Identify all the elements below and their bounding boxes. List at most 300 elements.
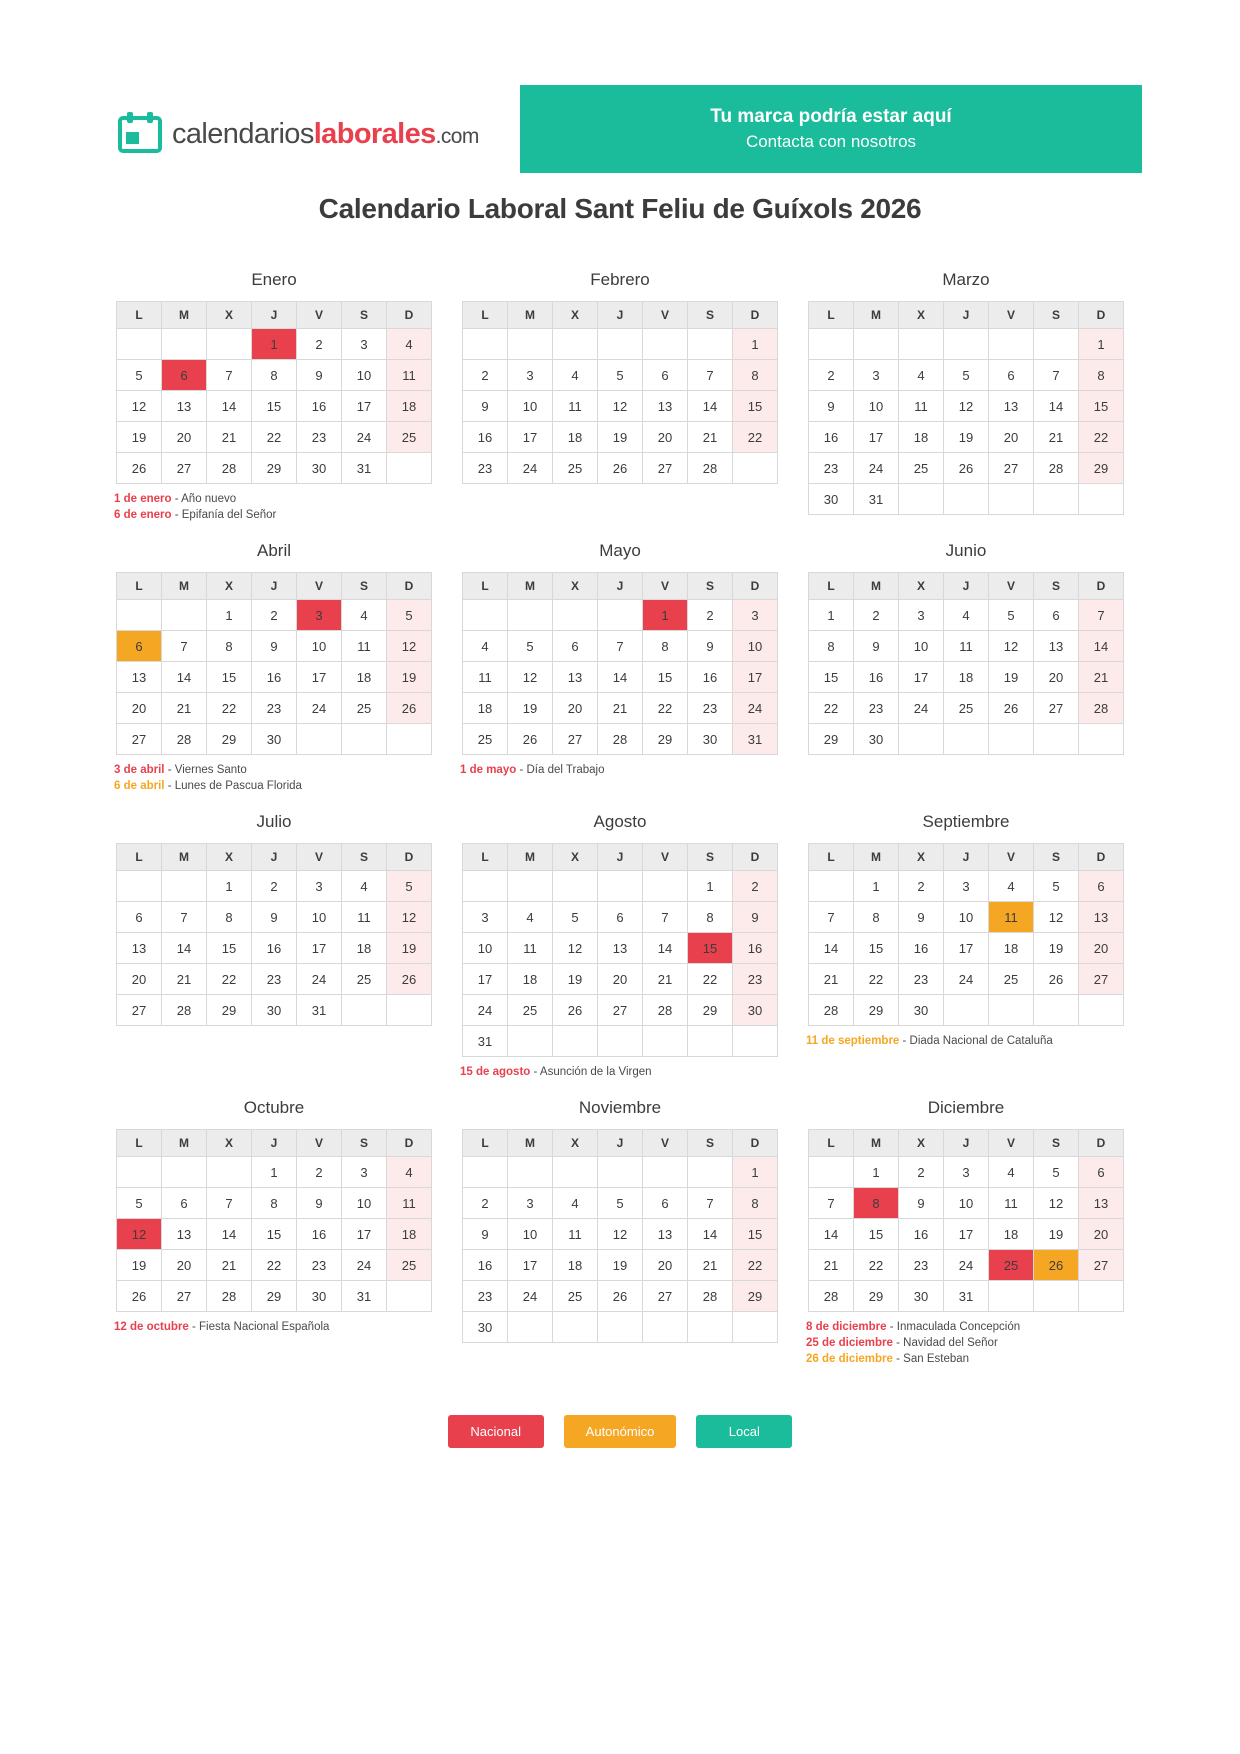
- day-cell: 22: [688, 964, 733, 995]
- month-table: [808, 301, 1124, 515]
- day-cell: 5: [598, 1188, 643, 1219]
- day-cell: 17: [297, 662, 342, 693]
- holiday-note-date: 6 de abril: [114, 780, 165, 792]
- day-cell: 16: [899, 933, 944, 964]
- weekday-S: S: [1034, 1130, 1079, 1157]
- holiday-note-date: 6 de enero: [114, 509, 172, 521]
- day-cell: 10: [342, 360, 387, 391]
- day-cell: 10: [508, 1219, 553, 1250]
- day-cell: 1: [1079, 329, 1124, 360]
- empty-cell: [342, 995, 387, 1026]
- day-cell: 11: [989, 902, 1034, 933]
- weekday-header-row: [117, 1130, 432, 1157]
- day-cell: 3: [854, 360, 899, 391]
- day-cell: 24: [342, 422, 387, 453]
- day-cell: 5: [1034, 871, 1079, 902]
- day-cell: 3: [508, 360, 553, 391]
- day-cell: 2: [809, 360, 854, 391]
- week-row: [463, 1312, 778, 1343]
- day-cell: 15: [207, 662, 252, 693]
- day-cell: 25: [899, 453, 944, 484]
- week-row: [809, 693, 1124, 724]
- weekday-header-row: [463, 573, 778, 600]
- weekday-X: X: [553, 1130, 598, 1157]
- week-row: [809, 422, 1124, 453]
- day-cell: 17: [297, 933, 342, 964]
- day-cell: 22: [733, 422, 778, 453]
- day-cell: 6: [162, 1188, 207, 1219]
- weekday-X: X: [207, 844, 252, 871]
- day-cell: 19: [387, 662, 432, 693]
- weekday-M: M: [162, 573, 207, 600]
- week-row: [809, 933, 1124, 964]
- day-cell: 26: [989, 693, 1034, 724]
- empty-cell: [643, 1026, 688, 1057]
- day-cell: 25: [989, 964, 1034, 995]
- day-cell: 13: [1034, 631, 1079, 662]
- day-cell: 16: [297, 391, 342, 422]
- empty-cell: [162, 600, 207, 631]
- week-row: [117, 360, 432, 391]
- day-cell: 22: [854, 1250, 899, 1281]
- empty-cell: [1034, 484, 1079, 515]
- empty-cell: [688, 1157, 733, 1188]
- empty-cell: [643, 1157, 688, 1188]
- weekday-header-row: [117, 573, 432, 600]
- empty-cell: [1079, 724, 1124, 755]
- weekday-D: D: [1079, 1130, 1124, 1157]
- empty-cell: [508, 600, 553, 631]
- day-cell: 8: [809, 631, 854, 662]
- day-cell: 16: [688, 662, 733, 693]
- empty-cell: [508, 1157, 553, 1188]
- empty-cell: [1034, 329, 1079, 360]
- day-cell: 2: [297, 1157, 342, 1188]
- day-cell: 27: [1034, 693, 1079, 724]
- day-cell: 16: [733, 933, 778, 964]
- week-row: [117, 1250, 432, 1281]
- weekday-J: J: [944, 302, 989, 329]
- day-cell: 26: [117, 1281, 162, 1312]
- day-cell: 20: [643, 1250, 688, 1281]
- day-cell: 24: [297, 964, 342, 995]
- empty-cell: [688, 329, 733, 360]
- weekday-X: X: [899, 1130, 944, 1157]
- day-cell: 18: [387, 391, 432, 422]
- page-title: Calendario Laboral Sant Feliu de Guíxols 2026: [318, 193, 922, 224]
- week-row: [809, 1157, 1124, 1188]
- day-cell: 23: [688, 693, 733, 724]
- day-cell: 31: [342, 453, 387, 484]
- weekday-S: S: [1034, 844, 1079, 871]
- day-cell: 25: [944, 693, 989, 724]
- day-cell: 16: [252, 933, 297, 964]
- empty-cell: [162, 1157, 207, 1188]
- day-cell: 13: [1079, 1188, 1124, 1219]
- day-cell: 4: [387, 1157, 432, 1188]
- day-cell: 19: [387, 933, 432, 964]
- day-cell: 14: [688, 1219, 733, 1250]
- legend-item-local[interactable]: Local: [696, 1415, 792, 1448]
- holiday-note-date: 11 de septiembre: [806, 1035, 900, 1047]
- calendar-icon: [118, 110, 162, 159]
- site-logo[interactable]: [0, 85, 520, 159]
- day-cell: 4: [508, 902, 553, 933]
- day-cell: 18: [463, 693, 508, 724]
- day-cell: 4: [944, 600, 989, 631]
- day-cell: 16: [297, 1219, 342, 1250]
- day-cell: 19: [117, 422, 162, 453]
- day-cell: 21: [809, 964, 854, 995]
- day-cell: 5: [387, 871, 432, 902]
- weekday-D: D: [387, 844, 432, 871]
- weekday-S: S: [688, 573, 733, 600]
- day-cell: 2: [899, 1157, 944, 1188]
- day-cell: 13: [117, 662, 162, 693]
- weekday-J: J: [944, 844, 989, 871]
- day-cell: 23: [297, 1250, 342, 1281]
- day-cell: 17: [508, 422, 553, 453]
- day-cell: 6: [553, 631, 598, 662]
- weekday-D: D: [1079, 573, 1124, 600]
- day-cell: 18: [387, 1219, 432, 1250]
- day-cell: 27: [989, 453, 1034, 484]
- weekday-M: M: [508, 573, 553, 600]
- day-cell: 29: [733, 1281, 778, 1312]
- day-cell: 7: [688, 1188, 733, 1219]
- day-cell: 31: [944, 1281, 989, 1312]
- day-cell: 8: [207, 902, 252, 933]
- week-row: [117, 453, 432, 484]
- weekday-D: D: [387, 1130, 432, 1157]
- day-cell: 5: [117, 360, 162, 391]
- empty-cell: [899, 329, 944, 360]
- weekday-L: L: [809, 302, 854, 329]
- day-cell: 28: [1079, 693, 1124, 724]
- weekday-M: M: [162, 844, 207, 871]
- day-cell: 15: [643, 662, 688, 693]
- weekday-V: V: [643, 573, 688, 600]
- empty-cell: [1079, 1281, 1124, 1312]
- empty-cell: [688, 1026, 733, 1057]
- day-cell: 27: [643, 1281, 688, 1312]
- empty-cell: [733, 1312, 778, 1343]
- day-cell: 4: [989, 1157, 1034, 1188]
- day-cell: 11: [944, 631, 989, 662]
- day-cell: 7: [809, 1188, 854, 1219]
- week-row: [463, 693, 778, 724]
- holiday-note: [460, 762, 782, 778]
- day-cell: 3: [297, 600, 342, 631]
- day-cell: 21: [688, 422, 733, 453]
- day-cell: 11: [553, 1219, 598, 1250]
- week-row: [463, 453, 778, 484]
- day-cell: 6: [1034, 600, 1079, 631]
- weekday-L: L: [463, 573, 508, 600]
- empty-cell: [387, 995, 432, 1026]
- weekday-S: S: [342, 844, 387, 871]
- day-cell: 8: [733, 360, 778, 391]
- weekday-J: J: [944, 1130, 989, 1157]
- week-row: [809, 995, 1124, 1026]
- day-cell: 26: [1034, 964, 1079, 995]
- day-cell: 2: [297, 329, 342, 360]
- day-cell: 17: [342, 1219, 387, 1250]
- day-cell: 12: [944, 391, 989, 422]
- month-table: [462, 572, 778, 755]
- weekday-L: L: [809, 844, 854, 871]
- day-cell: 29: [207, 995, 252, 1026]
- day-cell: 11: [899, 391, 944, 422]
- day-cell: 3: [342, 1157, 387, 1188]
- advertising-banner[interactable]: [520, 85, 1142, 173]
- empty-cell: [733, 453, 778, 484]
- day-cell: 26: [387, 964, 432, 995]
- day-cell: 4: [387, 329, 432, 360]
- day-cell: 30: [854, 724, 899, 755]
- week-row: [117, 422, 432, 453]
- day-cell: 18: [342, 933, 387, 964]
- day-cell: 10: [944, 1188, 989, 1219]
- day-cell: 16: [463, 422, 508, 453]
- week-row: [117, 1219, 432, 1250]
- month-table: [116, 843, 432, 1026]
- day-cell: 15: [733, 391, 778, 422]
- day-cell: 1: [643, 600, 688, 631]
- weekday-L: L: [809, 573, 854, 600]
- month-marzo: [804, 270, 1128, 541]
- day-cell: 30: [297, 1281, 342, 1312]
- day-cell: 8: [1079, 360, 1124, 391]
- day-cell: 22: [252, 1250, 297, 1281]
- day-cell: 4: [553, 360, 598, 391]
- day-cell: 10: [944, 902, 989, 933]
- day-cell: 12: [1034, 902, 1079, 933]
- logo-text: [172, 118, 479, 151]
- legend-item-autonómico[interactable]: Autonómico: [564, 1415, 677, 1448]
- day-cell: 24: [508, 453, 553, 484]
- day-cell: 25: [342, 964, 387, 995]
- day-cell: 22: [1079, 422, 1124, 453]
- day-cell: 5: [944, 360, 989, 391]
- day-cell: 20: [1079, 1219, 1124, 1250]
- holiday-note: [114, 762, 436, 778]
- day-cell: 24: [297, 693, 342, 724]
- day-cell: 3: [342, 329, 387, 360]
- day-cell: 27: [162, 1281, 207, 1312]
- weekday-S: S: [688, 1130, 733, 1157]
- weekday-V: V: [643, 302, 688, 329]
- day-cell: 26: [387, 693, 432, 724]
- holiday-note-date: 3 de abril: [114, 764, 165, 776]
- weekday-M: M: [854, 844, 899, 871]
- day-cell: 26: [1034, 1250, 1079, 1281]
- day-cell: 3: [899, 600, 944, 631]
- empty-cell: [809, 871, 854, 902]
- holiday-note-name: - Día del Trabajo: [519, 764, 605, 776]
- day-cell: 16: [854, 662, 899, 693]
- day-cell: 28: [207, 1281, 252, 1312]
- week-row: [117, 1188, 432, 1219]
- day-cell: 21: [1034, 422, 1079, 453]
- week-row: [463, 964, 778, 995]
- weekday-J: J: [598, 844, 643, 871]
- day-cell: 18: [899, 422, 944, 453]
- day-cell: 17: [508, 1250, 553, 1281]
- day-cell: 21: [688, 1250, 733, 1281]
- weekday-J: J: [252, 573, 297, 600]
- week-row: [463, 1250, 778, 1281]
- day-cell: 23: [463, 1281, 508, 1312]
- day-cell: 16: [809, 422, 854, 453]
- holiday-note-name: - Fiesta Nacional Española: [191, 1321, 330, 1333]
- day-cell: 21: [809, 1250, 854, 1281]
- day-cell: 14: [162, 662, 207, 693]
- day-cell: 5: [508, 631, 553, 662]
- week-row: [463, 360, 778, 391]
- empty-cell: [598, 1312, 643, 1343]
- month-table: [116, 572, 432, 755]
- day-cell: 26: [508, 724, 553, 755]
- empty-cell: [733, 1026, 778, 1057]
- day-cell: 29: [688, 995, 733, 1026]
- week-row: [117, 329, 432, 360]
- weekday-J: J: [944, 573, 989, 600]
- day-cell: 9: [688, 631, 733, 662]
- weekday-L: L: [463, 844, 508, 871]
- month-noviembre: [458, 1098, 782, 1385]
- day-cell: 26: [598, 453, 643, 484]
- day-cell: 6: [1079, 871, 1124, 902]
- day-cell: 23: [854, 693, 899, 724]
- day-cell: 14: [809, 933, 854, 964]
- day-cell: 18: [553, 1250, 598, 1281]
- weekday-S: S: [1034, 573, 1079, 600]
- month-name: Octubre: [243, 1098, 305, 1117]
- day-cell: 20: [117, 964, 162, 995]
- day-cell: 3: [463, 902, 508, 933]
- day-cell: 8: [688, 902, 733, 933]
- day-cell: 30: [733, 995, 778, 1026]
- day-cell: 24: [854, 453, 899, 484]
- empty-cell: [989, 995, 1034, 1026]
- weekday-S: S: [342, 573, 387, 600]
- day-cell: 30: [899, 995, 944, 1026]
- day-cell: 12: [117, 391, 162, 422]
- day-cell: 13: [989, 391, 1034, 422]
- day-cell: 31: [854, 484, 899, 515]
- day-cell: 15: [1079, 391, 1124, 422]
- day-cell: 6: [643, 1188, 688, 1219]
- empty-cell: [643, 1312, 688, 1343]
- day-cell: 6: [989, 360, 1034, 391]
- day-cell: 23: [252, 693, 297, 724]
- day-cell: 21: [207, 422, 252, 453]
- week-row: [463, 995, 778, 1026]
- day-cell: 9: [899, 1188, 944, 1219]
- empty-cell: [387, 1281, 432, 1312]
- day-cell: 30: [688, 724, 733, 755]
- day-cell: 24: [508, 1281, 553, 1312]
- weekday-X: X: [553, 844, 598, 871]
- weekday-X: X: [553, 302, 598, 329]
- day-cell: 12: [508, 662, 553, 693]
- day-cell: 1: [809, 600, 854, 631]
- day-cell: 31: [297, 995, 342, 1026]
- week-row: [809, 1188, 1124, 1219]
- holiday-note: [806, 1335, 1128, 1351]
- weekday-header-row: [809, 844, 1124, 871]
- day-cell: 23: [463, 453, 508, 484]
- banner-headline: Tu marca podría estar aquí: [710, 106, 952, 127]
- day-cell: 14: [688, 391, 733, 422]
- weekday-X: X: [207, 573, 252, 600]
- empty-cell: [989, 329, 1034, 360]
- page-header: [0, 0, 1240, 175]
- empty-cell: [207, 1157, 252, 1188]
- holiday-note-name: - Viernes Santo: [167, 764, 247, 776]
- day-cell: 27: [117, 995, 162, 1026]
- day-cell: 15: [688, 933, 733, 964]
- empty-cell: [944, 995, 989, 1026]
- day-cell: 30: [463, 1312, 508, 1343]
- weekday-L: L: [463, 1130, 508, 1157]
- months-grid: [0, 270, 1240, 1385]
- day-cell: 16: [463, 1250, 508, 1281]
- empty-cell: [553, 600, 598, 631]
- weekday-M: M: [508, 1130, 553, 1157]
- week-row: [809, 724, 1124, 755]
- day-cell: 20: [643, 422, 688, 453]
- month-name: Septiembre: [922, 812, 1010, 831]
- day-cell: 8: [207, 631, 252, 662]
- day-cell: 13: [162, 391, 207, 422]
- empty-cell: [944, 724, 989, 755]
- empty-cell: [989, 1281, 1034, 1312]
- day-cell: 18: [508, 964, 553, 995]
- day-cell: 25: [463, 724, 508, 755]
- day-cell: 13: [643, 391, 688, 422]
- day-cell: 11: [342, 902, 387, 933]
- day-cell: 28: [809, 1281, 854, 1312]
- day-cell: 14: [1034, 391, 1079, 422]
- week-row: [463, 933, 778, 964]
- day-cell: 24: [899, 693, 944, 724]
- holiday-notes: [806, 1033, 1128, 1049]
- week-row: [463, 871, 778, 902]
- weekday-M: M: [162, 1130, 207, 1157]
- weekday-header-row: [463, 1130, 778, 1157]
- day-cell: 1: [252, 329, 297, 360]
- empty-cell: [162, 871, 207, 902]
- legend-item-nacional[interactable]: Nacional: [448, 1415, 544, 1448]
- day-cell: 23: [899, 964, 944, 995]
- week-row: [117, 871, 432, 902]
- weekday-J: J: [252, 302, 297, 329]
- holiday-note: [806, 1033, 1128, 1049]
- empty-cell: [117, 871, 162, 902]
- day-cell: 21: [162, 693, 207, 724]
- day-cell: 7: [643, 902, 688, 933]
- month-name: Enero: [251, 270, 297, 289]
- day-cell: 13: [162, 1219, 207, 1250]
- day-cell: 2: [252, 600, 297, 631]
- day-cell: 16: [252, 662, 297, 693]
- week-row: [463, 631, 778, 662]
- weekday-D: D: [733, 1130, 778, 1157]
- week-row: [463, 1281, 778, 1312]
- day-cell: 20: [162, 1250, 207, 1281]
